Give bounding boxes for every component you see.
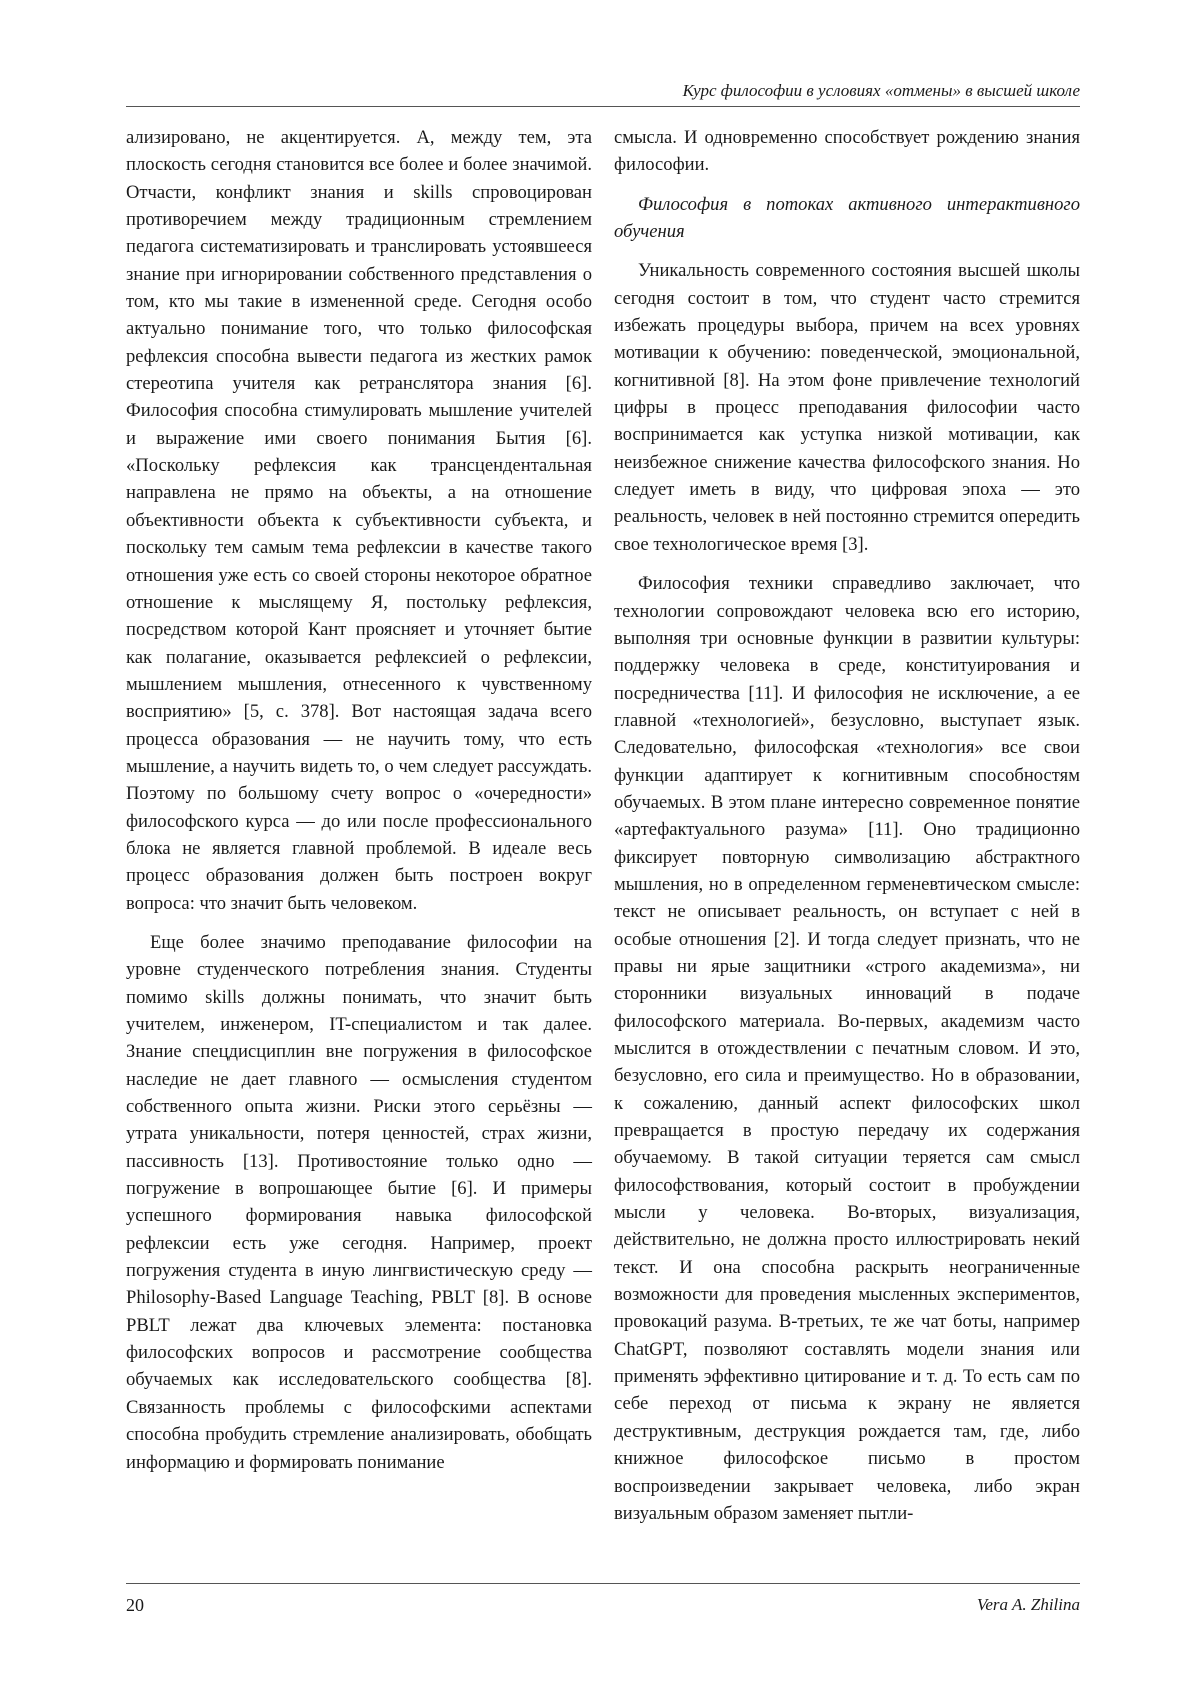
section-heading: Философия в потоках активного интерактивного обучения <box>614 193 1080 243</box>
body-paragraph: Философия техники справедливо заключает, что технологии сопровождают человека всю его историю, выполняя три основные функции в развитии культуры: поддержку человека в среде, конституирования и посредничества [11]. И философия не исключение, а ее главной «технологией», безусловно, выступает язык. Следовательно, философская «технология» все свои функции адаптирует к когнитивным способностям обучаемых. В этом плане интересно современное понятие «артефактуального разума» [11]. Оно традиционно фиксирует повторную символизацию абстрактного мышления, но в определенном герменевтическом смысле: текст не описывает реальность, он вступает с ней в особые отношения [2]. И тогда следует признать, что не правы ни ярые защитники «строго академизма», ни сторонники визуальных инноваций в подаче философского материала. Во-первых, академизм часто мыслится в отождествлении с печатным словом. И это, безусловно, его сила и преимущество. Но в образовании, к сожалению, данный аспект философских школ превращается в простую передачу их содержания обучаемому. В такой ситуации теряется сам смысл философствования, который состоит в пробуждении мысли у человека. Во-вторых, визуализация, действительно, не должна просто иллюстрировать некий текст. И она способна раскрыть неограниченные возможности для проведения мысленных экспериментов, провокаций разума. В-третьих, те же чат боты, например ChatGPT, позволяют составлять модели знания или применять эффективно цитирование и т. д. То есть сам по себе переход от письма к экрану не является деструктивным, деструкция рождается там, где, либо книжное философское письмо в простом воспроизведении закрывает человека, либо экран визуальным образом заменяет пытли- <box>614 573 1080 1524</box>
body-paragraph: Еще более значимо преподавание философии на уровне студенческого потребления знания. Студенты помимо skills должны понимать, что значит быть учителем, инженером, IT-специалистом и так далее. Знание спецдисциплин вне погружения в философское наследие не дает главного — осмысления студентом собственного опыта жизни. Риски этого серьёзны — утрата уникальности, потеря ценностей, страх жизни, пассивность [13]. Противостояние только одно — погружение в вопрошающее бытие [6]. И примеры успешного формирования навыка философской рефлексии есть уже сегодня. Например, проект погружения студента в иную лингвистическую среду — Philosophy-Based Language Teaching, PBLT [8]. В основе PBLT лежат два ключевых элемента: постановка философских вопросов и рассмотрение сообщества обучаемых как исследовательского сообщества [8]. Связанность проблемы с философскими аспектами способна пробудить стремление анализировать, обобщать информацию и формировать понимание <box>126 931 592 1473</box>
footer-rule <box>126 1583 1080 1584</box>
footer-author: Vera A. Zhilina <box>976 1595 1080 1614</box>
running-head: Курс философии в условиях «отмены» в высшей школе <box>126 78 1080 107</box>
page-number: 20 <box>126 1595 144 1615</box>
body-paragraph: Уникальность современного состояния высшей школы сегодня состоит в том, что студент часто стремится избежать процедуры выбора, причем на всех уровнях мотивации к обучению: поведенческой, эмоциональной, когнитивной [8]. На этом фоне привлечение технологий цифры в процесс преподавания философии часто воспринимается как уступка низкой мотивации, как неизбежное снижение качества философского знания. Но следует иметь в виду, что цифровая эпоха — это реальность, человек в ней постоянно стремится опередить свое технологическое время [3]. <box>614 260 1080 555</box>
right-column <box>614 124 1080 1527</box>
body-paragraph: ализировано, не акцентируется. А, между тем, эта плоскость сегодня становится все более и более значимой. Отчасти, конфликт знания и skills спровоцирован противоречием между традиционным стремлением педагога систематизировать и транслировать устоявшееся знание при игнорировании собственного представления о том, кто мы такие в измененной среде. Сегодня особо актуально понимание того, что только философская рефлексия способна вывести педагога из жестких рамок стереотипа учителя как ретранслятора знания [6]. Философия способна стимулировать мышление учителей и выражение ими своего понимания Бытия [6]. «Поскольку рефлексия как трансцендентальная направлена не прямо на объекты, а на отношение объективности объекта к субъективности субъекта, и поскольку тем самым тема рефлексии в качестве такого отношения уже есть со своей стороны некоторое обратное отношение к мыслящему Я, постольку рефлексия, посредством которой Кант проясняет и уточняет бытие как полагание, оказывается рефлексией о рефлексии, мышлением мышления, отнесенного к чувственному восприятию» [5, с. 378]. Вот настоящая задача всего процесса образования — не научить тому, что есть мышление, а научить видеть то, о чем следует рассуждать. Поэтому по большому счету вопрос о «очередности» философского курса — до или после профессионального блока не является главной проблемой. В идеале весь процесс образования должен быть построен вокруг вопроса: что значит быть человеком. <box>126 127 592 914</box>
left-column <box>126 124 592 1476</box>
body-paragraph: смысла. И одновременно способствует рождению знания философии. <box>614 127 1080 176</box>
